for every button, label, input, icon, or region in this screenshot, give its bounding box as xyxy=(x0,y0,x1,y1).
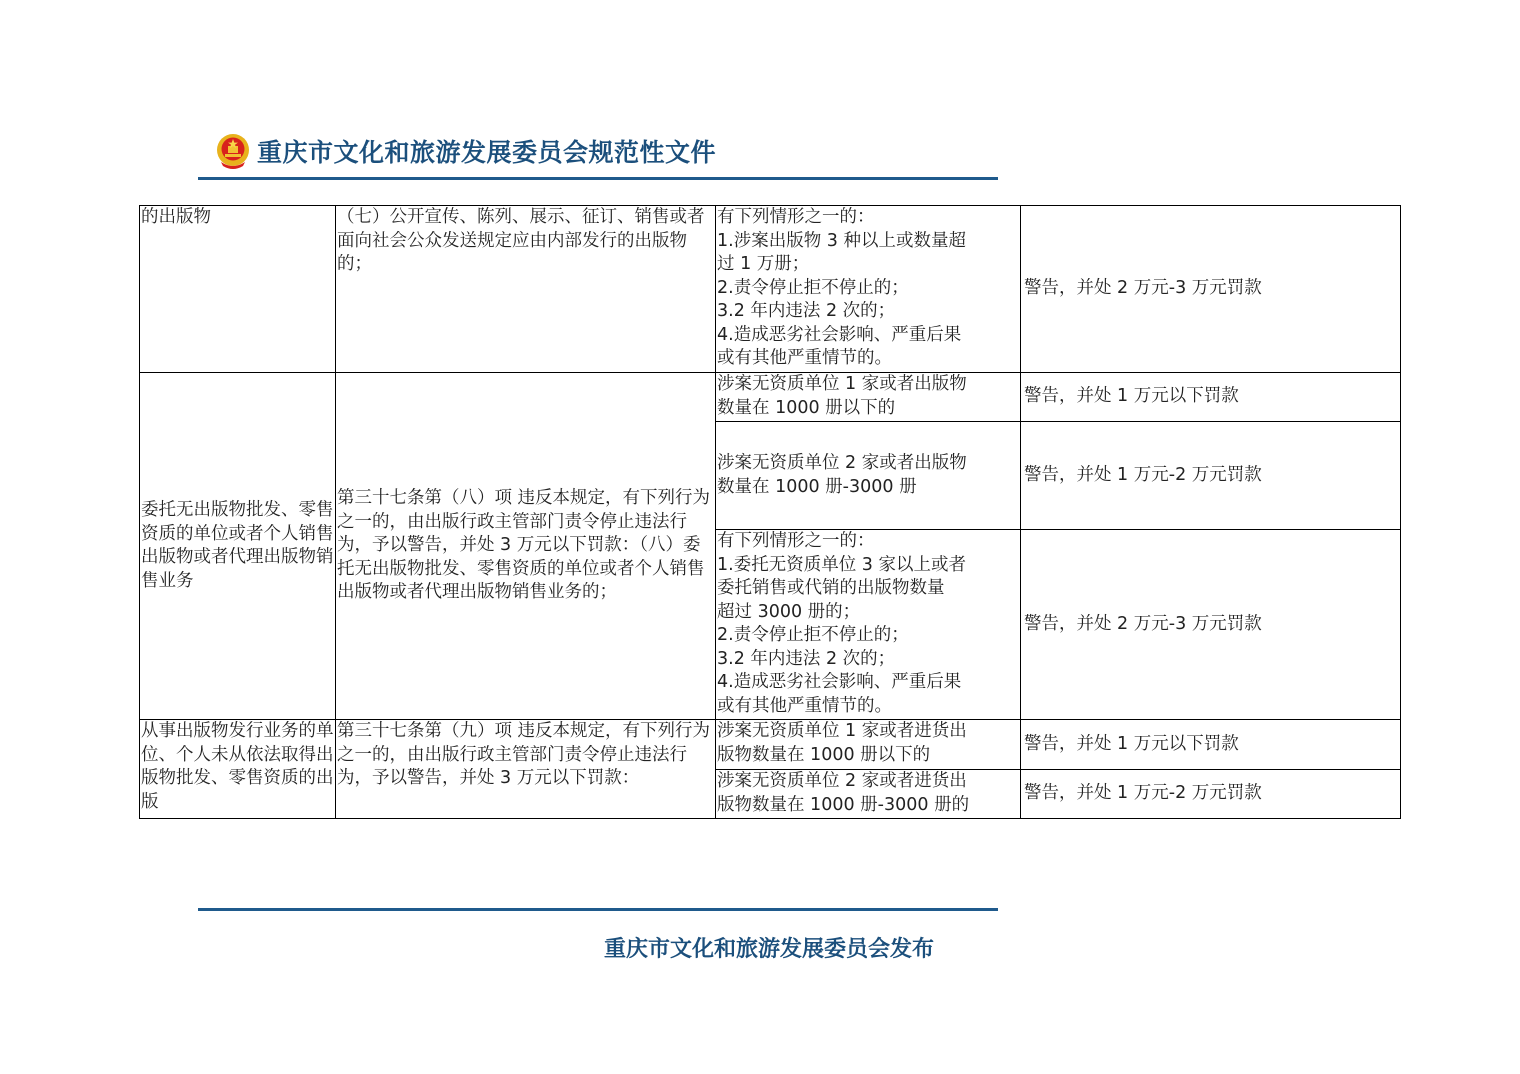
situation-line: 涉案无资质单位 2 家或者出版物 xyxy=(717,453,967,473)
situation-line: 版物数量在 1000 册以下的 xyxy=(717,744,931,765)
situation-cell xyxy=(716,530,1021,720)
situation-line: 1.委托无资质单位 3 家以上或者 xyxy=(717,554,966,575)
situation-line: 2.责令停止拒不停止的； xyxy=(717,277,909,298)
situation-line: 数量在 1000 册以下的 xyxy=(717,397,896,418)
situation-line: 4.造成恶劣社会影响、严重后果 xyxy=(717,672,962,692)
violation-cell: 从事出版物发行业务的单位、个人未从依法取得出版物批发、零售资质的出版 xyxy=(140,720,336,819)
situation-line: 3.2 年内违法 2 次的； xyxy=(717,301,896,321)
situation-line: 委托销售或代销的出版物数量 xyxy=(717,578,945,598)
footer-rule xyxy=(198,908,998,911)
national-emblem-icon xyxy=(215,132,251,170)
table-row xyxy=(140,373,1401,422)
legal-basis-cell: （七）公开宣传、陈列、展示、征订、销售或者面向社会公众发送规定应由内部发行的出版物的； xyxy=(336,206,716,373)
situation-line: 过 1 万册； xyxy=(717,254,810,274)
situation-line: 有下列情形之一的： xyxy=(717,207,875,227)
header-rule xyxy=(198,177,998,180)
situation-line: 版物数量在 1000 册-3000 册的 xyxy=(717,794,970,815)
table-row xyxy=(140,206,1401,373)
legal-basis-cell: 第三十七条第（九）项 违反本规定，有下列行为之一的，由出版行政主管部门责令停止违法行为，予以警告，并处 3 万元以下罚款： xyxy=(336,720,716,819)
situation-line: 3.2 年内违法 2 次的； xyxy=(717,648,896,669)
situation-line: 数量在 1000 册-3000 册 xyxy=(717,476,917,497)
situation-cell xyxy=(716,206,1021,373)
document-header xyxy=(215,132,716,170)
legal-basis-cell: 第三十七条第（八）项 违反本规定，有下列行为之一的，由出版行政主管部门责令停止违法行为，予以警告，并处 3 万元以下罚款：（八）委托无出版物批发、零售资质的单位或者个人销售出版物或者代理出版物销售业务的； xyxy=(336,373,716,720)
situation-cell xyxy=(716,720,1021,770)
situation-line: 4.造成恶劣社会影响、严重后果 xyxy=(717,324,962,345)
situation-cell xyxy=(716,422,1021,530)
situation-line: 涉案无资质单位 1 家或者出版物 xyxy=(717,374,967,394)
situation-cell xyxy=(716,770,1021,819)
situation-line: 有下列情形之一的： xyxy=(717,531,875,551)
footer-title: 重庆市文化和旅游发展委员会发布 xyxy=(604,936,935,962)
violation-cell: 委托无出版物批发、零售资质的单位或者个人销售出版物或者代理出版物销售业务 xyxy=(140,373,336,720)
violation-cell: 的出版物 xyxy=(140,206,336,373)
penalty-cell: 警告，并处 1 万元以下罚款 xyxy=(1021,373,1401,422)
situation-line: 或有其他严重情节的。 xyxy=(717,695,892,716)
penalty-cell: 警告，并处 1 万元-2 万元罚款 xyxy=(1021,770,1401,819)
penalty-cell: 警告，并处 2 万元-3 万元罚款 xyxy=(1021,530,1401,720)
header-title: 重庆市文化和旅游发展委员会规范性文件 xyxy=(257,138,717,167)
penalty-cell: 警告，并处 1 万元以下罚款 xyxy=(1021,720,1401,770)
penalty-table xyxy=(139,205,1401,819)
situation-line: 1.涉案出版物 3 种以上或数量超 xyxy=(717,230,966,251)
penalty-cell: 警告，并处 2 万元-3 万元罚款 xyxy=(1021,206,1401,373)
table-row xyxy=(140,720,1401,770)
situation-line: 涉案无资质单位 2 家或者进货出 xyxy=(717,771,967,791)
penalty-cell: 警告，并处 1 万元-2 万元罚款 xyxy=(1021,422,1401,530)
situation-cell xyxy=(716,373,1021,422)
situation-line: 涉案无资质单位 1 家或者进货出 xyxy=(717,721,967,741)
situation-line: 或有其他严重情节的。 xyxy=(717,348,892,368)
situation-line: 超过 3000 册的； xyxy=(717,601,861,622)
situation-line: 2.责令停止拒不停止的； xyxy=(717,625,909,645)
